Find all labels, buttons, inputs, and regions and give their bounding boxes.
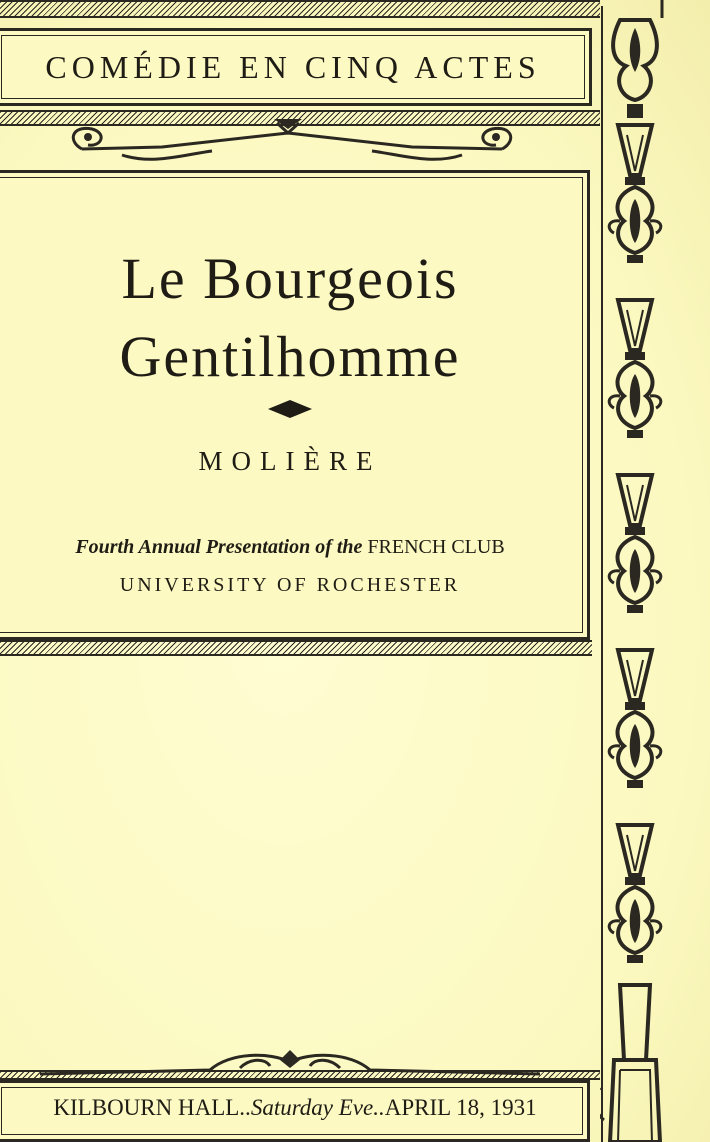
presentation-italic-part2: of the (315, 536, 363, 558)
play-title-line2: Gentilhomme (119, 324, 461, 389)
play-title-line1: Le Bourgeois (121, 246, 459, 311)
university-name: UNIVERSITY OF ROCHESTER (119, 574, 461, 596)
bottom-hatched-border (0, 1070, 600, 1080)
top-hatched-border (0, 0, 600, 18)
performance-day: Saturday Eve.. (250, 1095, 385, 1120)
venue-name: KILBOURN HALL.. (53, 1095, 251, 1120)
club-name: FRENCH CLUB (367, 536, 505, 558)
footer-line (10, 1095, 580, 1121)
genre-banner (0, 28, 592, 106)
presentation-line (0, 536, 580, 559)
performance-date: APRIL 18, 1931 (384, 1095, 537, 1120)
title-panel-hatched-base (0, 640, 592, 656)
ornamental-column-border (600, 0, 700, 1142)
diamond-icon (268, 398, 312, 420)
scroll-ornament (62, 115, 522, 165)
genre-label: COMÉDIE EN CINQ ACTES (45, 48, 541, 85)
author-name: MOLIÈRE (198, 446, 382, 476)
presentation-italic-part1: Fourth Annual Presentation (75, 536, 311, 558)
